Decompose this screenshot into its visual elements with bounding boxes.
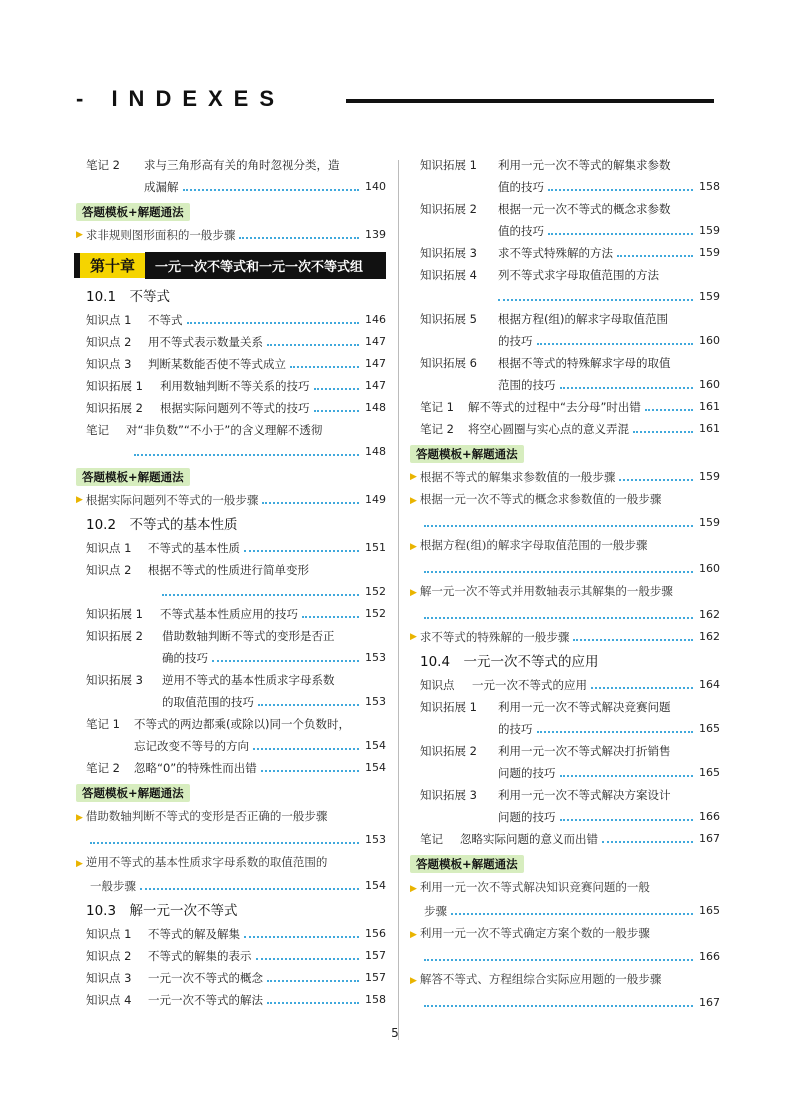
chapter-number: 第十章 <box>74 253 145 278</box>
template-entry[interactable]: ▶ 解答不等式、方程组综合实际应用题的一般步骤 167 <box>410 972 720 1009</box>
toc-entry[interactable]: 知识拓展 3 利用一元一次不等式解决方案设计 问题的技巧 166 <box>420 788 720 824</box>
toc-entry[interactable]: 知识拓展 1 利用数轴判断不等关系的技巧 147 <box>86 379 386 393</box>
triangle-bullet-icon: ▶ <box>410 472 417 482</box>
section-title: 10.2 不等式的基本性质 <box>86 517 238 533</box>
template-entry[interactable]: ▶ 利用一元一次不等式确定方案个数的一般步骤 166 <box>410 926 720 963</box>
triangle-bullet-icon: ▶ <box>410 632 417 642</box>
toc-entry[interactable]: 笔记 对“非负数”“不小于”的含义理解不透彻 <box>86 423 323 437</box>
column-divider <box>398 160 399 1040</box>
entry-label: 笔记 2 <box>86 158 120 172</box>
triangle-bullet-icon: ▶ <box>410 588 417 598</box>
chapter-title: 一元一次不等式和一元一次不等式组 <box>145 252 386 279</box>
page-ref: 140 <box>365 180 386 193</box>
triangle-bullet-icon: ▶ <box>76 813 83 823</box>
template-entry[interactable]: ▶ 借助数轴判断不等式的变形是否正确的一般步骤 153 <box>76 809 386 846</box>
triangle-bullet-icon: ▶ <box>410 496 417 506</box>
chapter-banner <box>74 252 386 279</box>
template-entry[interactable]: ▶ 逆用不等式的基本性质求字母系数的取值范围的 一般步骤 154 <box>76 855 386 893</box>
template-heading: 答题模板+解题通法 <box>76 201 386 221</box>
toc-entry[interactable]: 知识拓展 2 根据实际问题列不等式的技巧 148 <box>86 401 386 415</box>
toc-entry[interactable]: 知识点 1 不等式 146 <box>86 313 386 327</box>
triangle-bullet-icon: ▶ <box>76 495 83 505</box>
toc-entry-cont: 152 <box>86 581 386 603</box>
toc-entry[interactable]: 知识点 2 根据不等式的性质进行简单变形 <box>86 563 309 577</box>
template-heading: 答题模板+解题通法 <box>410 853 720 873</box>
toc-entry[interactable]: 知识拓展 2 利用一元一次不等式解决打折销售 问题的技巧 165 <box>420 744 720 780</box>
template-entry[interactable]: ▶ 求非规则图形面积的一般步骤 139 <box>76 224 386 246</box>
toc-entry[interactable]: 笔记 1 解不等式的过程中“去分母”时出错 161 <box>420 400 720 414</box>
toc-entry[interactable] <box>86 154 386 198</box>
toc-entry[interactable]: 笔记 2 将空心圆圈与实心点的意义弄混 161 <box>420 422 720 436</box>
toc-entry-cont: 148 <box>86 441 386 463</box>
toc-entry[interactable]: 知识拓展 1 不等式基本性质应用的技巧 152 <box>86 607 386 621</box>
triangle-bullet-icon: ▶ <box>410 884 417 894</box>
triangle-bullet-icon: ▶ <box>410 976 417 986</box>
template-entry[interactable]: ▶ 根据实际问题列不等式的一般步骤 149 <box>76 489 386 511</box>
template-entry[interactable]: ▶ 解一元一次不等式并用数轴表示其解集的一般步骤 162 <box>410 584 720 621</box>
toc-entry[interactable]: 知识拓展 1 利用一元一次不等式解决竞赛问题 的技巧 165 <box>420 700 720 736</box>
section-title: 10.1 不等式 <box>86 289 171 305</box>
toc-entry[interactable]: 知识点 3 一元一次不等式的概念 157 <box>86 971 386 985</box>
toc-entry[interactable]: 知识点 1 不等式的解及解集 156 <box>86 927 386 941</box>
toc-entry[interactable]: 知识点 2 不等式的解集的表示 157 <box>86 949 386 963</box>
template-entry[interactable]: ▶ 求不等式的特殊解的一般步骤 162 <box>410 626 720 648</box>
toc-entry[interactable]: 知识点 2 用不等式表示数量关系 147 <box>86 335 386 349</box>
toc-entry[interactable]: 知识点 3 判断某数能否使不等式成立 147 <box>86 357 386 371</box>
toc-entry[interactable]: 知识拓展 5 根据方程(组)的解求字母取值范围 的技巧 160 <box>420 312 720 348</box>
triangle-bullet-icon: ▶ <box>410 930 417 940</box>
toc-entry[interactable]: 知识点 4 一元一次不等式的解法 158 <box>86 993 386 1007</box>
header-rule <box>346 99 714 103</box>
toc-entry[interactable]: 知识拓展 2 借助数轴判断不等式的变形是否正 确的技巧 153 <box>86 629 386 665</box>
toc-entry[interactable]: 知识拓展 3 逆用不等式的基本性质求字母系数 的取值范围的技巧 153 <box>86 673 386 709</box>
toc-entry[interactable]: 知识拓展 1 利用一元一次不等式的解集求参数 值的技巧 158 <box>420 158 720 194</box>
page-number: 5 <box>391 1026 399 1040</box>
toc-entry[interactable]: 知识拓展 2 根据一元一次不等式的概念求参数 值的技巧 159 <box>420 202 720 238</box>
template-heading: 答题模板+解题通法 <box>410 443 720 463</box>
entry-text-cont: 成漏解 <box>144 180 179 194</box>
toc-entry[interactable]: 笔记 忽略实际问题的意义而出错 167 <box>420 832 720 846</box>
right-column <box>410 154 720 1014</box>
page-header <box>0 86 790 122</box>
header-title: - INDEXES <box>76 86 286 111</box>
toc-entry[interactable]: 笔记 2 忽略“0”的特殊性而出错 154 <box>86 761 386 775</box>
template-entry[interactable]: ▶ 根据方程(组)的解求字母取值范围的一般步骤 160 <box>410 538 720 575</box>
left-column <box>76 154 386 1011</box>
triangle-bullet-icon: ▶ <box>76 230 83 240</box>
template-heading: 答题模板+解题通法 <box>76 466 386 486</box>
template-heading: 答题模板+解题通法 <box>76 782 386 802</box>
template-entry[interactable]: ▶ 根据不等式的解集求参数值的一般步骤 159 <box>410 466 720 488</box>
section-title: 10.4 一元一次不等式的应用 <box>420 654 599 670</box>
toc-entry[interactable]: 知识拓展 3 求不等式特殊解的方法 159 <box>420 246 720 260</box>
leader-dots <box>183 189 360 191</box>
triangle-bullet-icon: ▶ <box>410 542 417 552</box>
toc-entry[interactable]: 笔记 1 不等式的两边都乘(或除以)同一个负数时， 忘记改变不等号的方向 154 <box>86 717 386 753</box>
toc-entry[interactable]: 知识拓展 6 根据不等式的特殊解求字母的取值 范围的技巧 160 <box>420 356 720 392</box>
entry-text: 求与三角形高有关的角时忽视分类，造 <box>144 158 340 172</box>
template-entry[interactable]: ▶ 根据一元一次不等式的概念求参数值的一般步骤 159 <box>410 492 720 529</box>
triangle-bullet-icon: ▶ <box>76 859 83 869</box>
toc-entry[interactable]: 知识点 一元一次不等式的应用 164 <box>420 678 720 692</box>
template-entry[interactable]: ▶ 利用一元一次不等式解决知识竞赛问题的一般 步骤 165 <box>410 880 720 918</box>
section-title: 10.3 解一元一次不等式 <box>86 903 238 919</box>
toc-entry[interactable]: 知识点 1 不等式的基本性质 151 <box>86 541 386 555</box>
toc-entry[interactable]: 知识拓展 4 列不等式求字母取值范围的方法 159 <box>420 268 720 303</box>
